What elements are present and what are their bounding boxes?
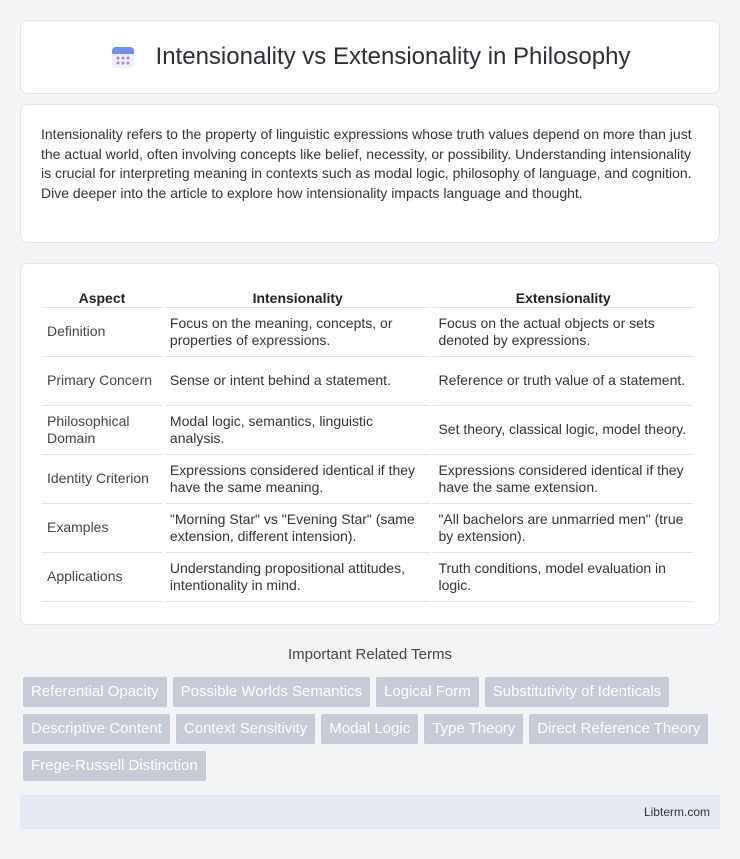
table-header-row bbox=[42, 286, 693, 308]
cell-intensionality: "Morning Star" vs "Evening Star" (same extension, different intension). bbox=[165, 504, 431, 553]
cell-extensionality: Truth conditions, model evaluation in logic. bbox=[433, 553, 693, 602]
table-row bbox=[42, 406, 693, 455]
related-terms-title: Important Related Terms bbox=[288, 646, 452, 663]
header-aspect: Aspect bbox=[42, 286, 162, 308]
cell-aspect: Examples bbox=[42, 504, 162, 553]
comparison-table-card bbox=[20, 263, 720, 625]
cell-intensionality: Understanding propositional attitudes, intentionality in mind. bbox=[165, 553, 431, 602]
header-card bbox=[20, 20, 720, 94]
table-row bbox=[42, 504, 693, 553]
cell-extensionality: Set theory, classical logic, model theory. bbox=[433, 406, 693, 455]
cell-aspect: Definition bbox=[42, 308, 162, 357]
related-term-tag[interactable]: Modal Logic bbox=[321, 714, 418, 744]
cell-aspect: Primary Concern bbox=[42, 357, 162, 406]
related-term-tag[interactable]: Frege-Russell Distinction bbox=[23, 751, 206, 781]
cell-intensionality: Focus on the meaning, concepts, or properties of expressions. bbox=[165, 308, 431, 357]
table-row bbox=[42, 357, 693, 406]
cell-extensionality: Expressions considered identical if they have the same extension. bbox=[433, 455, 693, 504]
footer-site-link[interactable]: Libterm.com bbox=[643, 805, 710, 819]
cell-intensionality: Sense or intent behind a statement. bbox=[165, 357, 431, 406]
cell-aspect: Applications bbox=[42, 553, 162, 602]
header-intensionality: Intensionality bbox=[165, 286, 431, 308]
related-term-tag[interactable]: Type Theory bbox=[424, 714, 523, 744]
cell-intensionality: Expressions considered identical if they have the same meaning. bbox=[165, 455, 431, 504]
related-term-tag[interactable]: Descriptive Content bbox=[23, 714, 170, 744]
related-term-tag[interactable]: Direct Reference Theory bbox=[529, 714, 708, 744]
related-term-tag[interactable]: Referential Opacity bbox=[23, 677, 167, 707]
table-row bbox=[42, 308, 693, 357]
related-term-tag[interactable]: Context Sensitivity bbox=[176, 714, 315, 744]
calendar-icon bbox=[110, 44, 136, 70]
table-row bbox=[42, 455, 693, 504]
cell-aspect: Philosophical Domain bbox=[42, 406, 162, 455]
header-extensionality: Extensionality bbox=[433, 286, 693, 308]
comparison-table bbox=[39, 286, 696, 602]
related-term-tag[interactable]: Logical Form bbox=[376, 677, 479, 707]
cell-intensionality: Modal logic, semantics, linguistic analysis. bbox=[165, 406, 431, 455]
related-term-tag[interactable]: Possible Worlds Semantics bbox=[173, 677, 370, 707]
related-terms-list bbox=[23, 677, 723, 781]
footer bbox=[20, 795, 720, 829]
page-title: Intensionality vs Extensionality in Philosophy bbox=[155, 43, 631, 70]
intro-text: Intensionality refers to the property of linguistic expressions whose truth values depend on more than just the actual world, often involving concepts like belief, necessity, or possibility. Understanding intensionality is crucial for interpreting meaning in contexts such as modal logic, philosophy of language, and cognition. Dive deeper into the article to explore how intensionality impacts language and thought. bbox=[41, 126, 692, 201]
cell-extensionality: "All bachelors are unmarried men" (true by extension). bbox=[433, 504, 693, 553]
related-term-tag[interactable]: Substitutivity of Identicals bbox=[485, 677, 669, 707]
intro-card bbox=[20, 104, 720, 243]
table-row bbox=[42, 553, 693, 602]
cell-extensionality: Reference or truth value of a statement. bbox=[433, 357, 693, 406]
cell-extensionality: Focus on the actual objects or sets denoted by expressions. bbox=[433, 308, 693, 357]
cell-aspect: Identity Criterion bbox=[42, 455, 162, 504]
